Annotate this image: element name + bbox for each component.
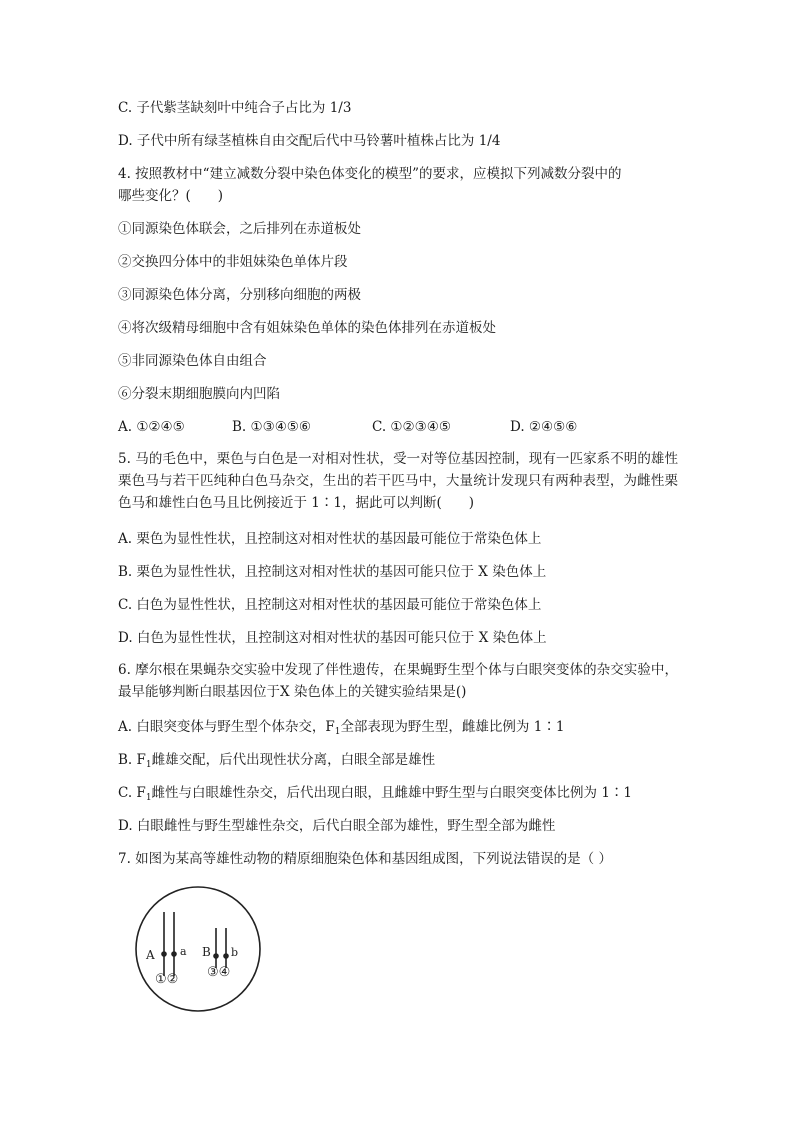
- q6-option-d: D. 白眼雌性与野生型雄性杂交，后代白眼全部为雄性，野生型全部为雌性: [118, 818, 556, 834]
- q4-item-4: ④将次级精母细胞中含有姐妹染色单体的染色体排列在赤道板处: [118, 320, 496, 336]
- q4-option-a: A. ①②④⑤: [118, 419, 185, 435]
- pair-label-34: ③④: [207, 965, 231, 980]
- gene-label-A: A: [146, 948, 155, 962]
- q4-option-c: C. ①②③④⑤: [372, 419, 451, 435]
- cell-diagram: [128, 884, 268, 1014]
- centromere-4: [223, 953, 229, 959]
- gene-label-B: B: [202, 945, 211, 959]
- q6-option-b: B. $F_1$雌雄交配，后代出现性状分离，白眼全部是雄性: [118, 752, 436, 770]
- q4-options: [118, 417, 678, 437]
- q5-option-d: D. 白色为显性性状，且控制这对相对性状的基因可能只位于 X 染色体上: [118, 630, 547, 646]
- centromere-1: [161, 951, 167, 957]
- q4-item-5: ⑤非同源染色体自由组合: [118, 353, 267, 369]
- q5-stem: 5. 马的毛色中，栗色与白色是一对相对性状，受一对等位基因控制，现有一匹家系不明的雄性栗色马与若干匹纯种白色马杂交，生出的若干匹马中，大量统计发现只有两种表型，为雌性栗色马和雄性白色马且比例接近于 1∶1，据此可以判断( ): [118, 451, 678, 511]
- q4-option-b: B. ①③④⑤⑥: [232, 419, 312, 435]
- centromere-3: [213, 953, 219, 959]
- chromosome-figure: [128, 884, 268, 1014]
- q6-option-c: C. $F_1$雌性与白眼雄性杂交，后代出现白眼，且雌雄中野生型与白眼突变体比例为 1∶1: [118, 785, 633, 803]
- q4-item-1: ①同源染色体联会，之后排列在赤道板处: [118, 221, 361, 237]
- q6-stem: 6. 摩尔根在果蝇杂交实验中发现了伴性遗传，在果蝇野生型个体与白眼突变体的杂交实验中，最早能够判断白眼基因位于X 染色体上的关键实验结果是(): [118, 662, 678, 700]
- q4-item-3: ③同源染色体分离，分别移向细胞的两极: [118, 287, 361, 303]
- q4-stem-line1: 4. 按照教材中“建立减数分裂中染色体变化的模型”的要求，应模拟下列减数分裂中的: [118, 166, 622, 182]
- gene-label-a: a: [180, 945, 187, 958]
- q5-option-b: B. 栗色为显性性状，且控制这对相对性状的基因可能只位于 X 染色体上: [118, 564, 547, 580]
- q4-item-6: ⑥分裂末期细胞膜向内凹陷: [118, 386, 280, 402]
- q4-option-d: D. ②④⑤⑥: [510, 419, 578, 435]
- q4-stem-line2: 哪些变化？( ): [118, 188, 224, 204]
- q6-option-a: A. 白眼突变体与野生型个体杂交，$F_1$全部表现为野生型，雌雄比例为 1∶1: [118, 719, 565, 737]
- centromere-2: [171, 951, 177, 957]
- q5-option-a: A. 栗色为显性性状，且控制这对相对性状的基因最可能位于常染色体上: [118, 531, 542, 547]
- q7-stem: 7. 如图为某高等雄性动物的精原细胞染色体和基因组成图，下列说法错误的是（ ）: [118, 851, 612, 867]
- pair-label-12: ①②: [155, 972, 179, 987]
- q5-option-c: C. 白色为显性性状，且控制这对相对性状的基因最可能位于常染色体上: [118, 597, 542, 613]
- q3-option-c: C. 子代紫茎缺刻叶中纯合子占比为 1/3: [118, 100, 352, 116]
- gene-label-b: b: [231, 946, 239, 959]
- q4-item-2: ②交换四分体中的非姐妹染色单体片段: [118, 254, 348, 270]
- q3-option-d: D. 子代中所有绿茎植株自由交配后代中马铃薯叶植株占比为 1/4: [118, 133, 501, 149]
